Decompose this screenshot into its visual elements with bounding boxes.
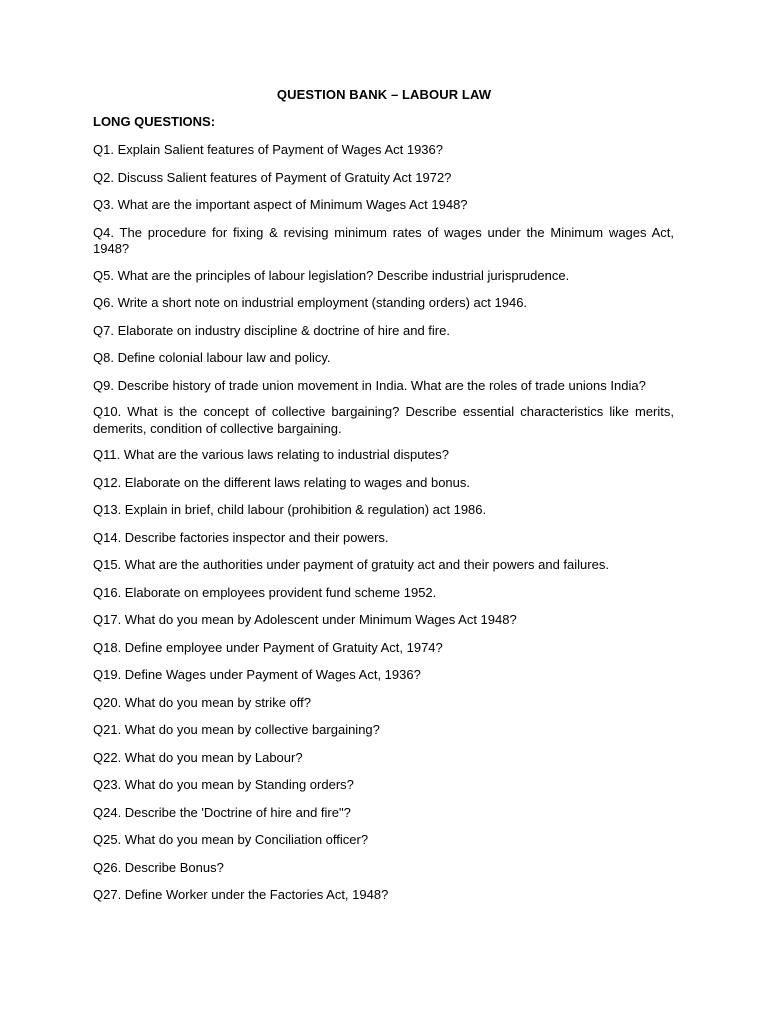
question-item: Q2. Discuss Salient features of Payment of Gratuity Act 1972? <box>93 169 452 185</box>
question-item: Q1. Explain Salient features of Payment of Wages Act 1936? <box>93 142 443 157</box>
question-item: Q23. What do you mean by Standing orders? <box>93 777 354 792</box>
question-item: Q22. What do you mean by Labour? <box>93 749 303 765</box>
question-list <box>93 142 674 915</box>
question-item: Q3. What are the important aspect of Minimum Wages Act 1948? <box>93 197 468 212</box>
question-item: Q20. What do you mean by strike off? <box>93 694 311 710</box>
question-item: Q25. What do you mean by Conciliation officer? <box>93 832 369 847</box>
question-item: Q27. Define Worker under the Factories Act, 1948? <box>93 887 389 902</box>
question-item: Q12. Elaborate on the different laws relating to wages and bonus. <box>93 474 471 490</box>
document-title: QUESTION BANK – LABOUR LAW <box>276 87 492 102</box>
question-item: Q4. The procedure for fixing & revising minimum rates of wages under the Minimum wages Act, 1948? <box>93 224 674 256</box>
question-item: Q5. What are the principles of labour legislation? Describe industrial jurisprudence. <box>93 267 570 283</box>
question-item: Q6. Write a short note on industrial employment (standing orders) act 1946. <box>93 295 528 310</box>
question-item: Q9. Describe history of trade union movement in India. What are the roles of trade unions India? <box>93 377 646 393</box>
question-item: Q10. What is the concept of collective bargaining? Describe essential characteristics like merits, demerits, condition of collective bargaining. <box>93 404 674 436</box>
question-item: Q26. Describe Bonus? <box>93 859 224 875</box>
question-item: Q16. Elaborate on employees provident fund scheme 1952. <box>93 584 437 600</box>
question-item: Q21. What do you mean by collective bargaining? <box>93 722 380 737</box>
question-item: Q11. What are the various laws relating to industrial disputes? <box>93 447 449 462</box>
question-item: Q14. Describe factories inspector and their powers. <box>93 529 389 545</box>
section-heading: LONG QUESTIONS: <box>93 114 216 129</box>
question-item: Q19. Define Wages under Payment of Wages Act, 1936? <box>93 667 421 682</box>
question-item: Q18. Define employee under Payment of Gratuity Act, 1974? <box>93 639 443 655</box>
question-item: Q24. Describe the 'Doctrine of hire and fire"? <box>93 804 351 820</box>
question-item: Q17. What do you mean by Adolescent under Minimum Wages Act 1948? <box>93 612 517 627</box>
question-item: Q15. What are the authorities under payment of gratuity act and their powers and failures. <box>93 557 609 572</box>
question-item: Q8. Define colonial labour law and policy. <box>93 350 331 365</box>
question-item: Q13. Explain in brief, child labour (prohibition & regulation) act 1986. <box>93 502 487 517</box>
question-item: Q7. Elaborate on industry discipline & doctrine of hire and fire. <box>93 322 450 338</box>
